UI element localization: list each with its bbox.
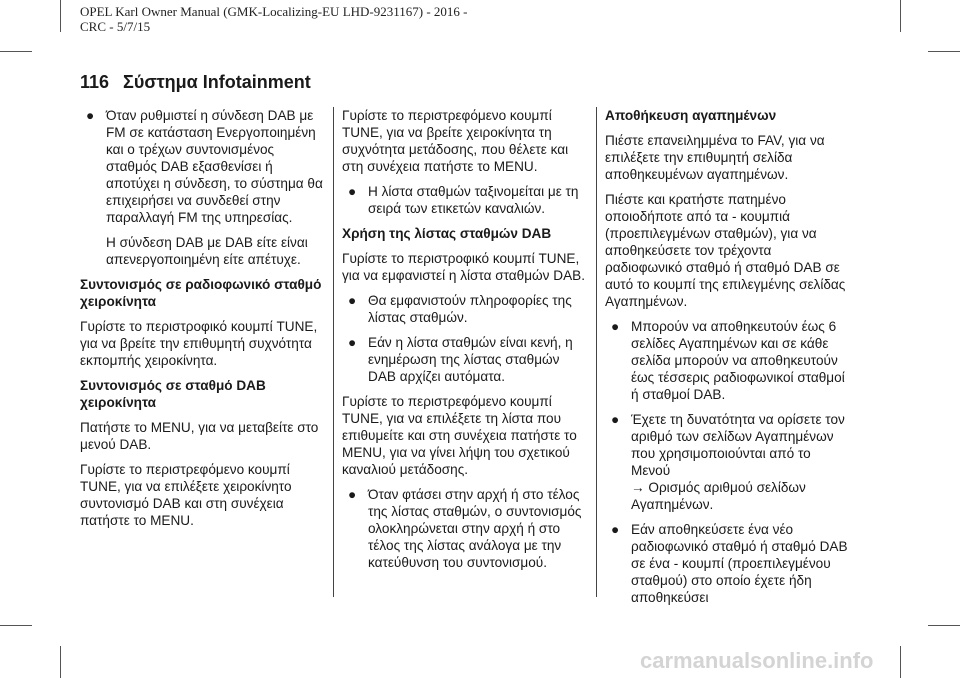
column-1 [80, 107, 326, 537]
bullet-icon: ● [611, 319, 620, 334]
page-title: Σύστημα Infotainment [123, 72, 311, 92]
bullet-text: Μπορούν να αποθηκευτούν έως 6 σελίδες Αγαπημένων και σε κάθε σελίδα μπορούν να αποθηκευτούν έως τέσσερις ραδιοφωνικοί σταθμοί ή σταθμοί DAB. [631, 319, 845, 402]
column-2 [342, 107, 588, 579]
bullet-text: Εάν η λίστα σταθμών είναι κενή, η ενημέρωση της λίστας σταθμών DAB αρχίζει αυτόματα. [368, 335, 573, 384]
paragraph: Γυρίστε το περιστρεφόμενο κουμπί TUNE, για να επιλέξετε χειροκίνητο συντονισμό DAB και στη συνέχεια πατήστε το MENU. [80, 462, 292, 528]
list-item [342, 183, 588, 217]
crop-mark [0, 625, 32, 626]
paragraph: Γυρίστε το περιστρεφόμενο κουμπί TUNE, για να βρείτε χειροκίνητα τη συχνότητα μετάδοσης, που θέλετε και στη συνέχεια πατήστε το MENU. [342, 108, 569, 174]
arrow-icon: → [631, 480, 645, 495]
list-item [80, 107, 326, 226]
cross-reference-link[interactable]: Ορισμός αριθμού σελίδων Αγαπημένων. [631, 480, 806, 512]
crop-mark [0, 51, 32, 52]
column-divider [596, 107, 597, 597]
paragraph: Γυρίστε το περιστροφικό κουμπί TUNE, για να εμφανιστεί η λίστα σταθμών DAB. [342, 251, 585, 283]
crop-mark [60, 0, 61, 32]
bullet-icon: ● [348, 335, 357, 350]
paragraph: Γυρίστε το περιστροφικό κουμπί TUNE, για να βρείτε την επιθυμητή συχνότητα εκπομπής χειροκίνητα. [80, 319, 318, 368]
crop-mark [60, 646, 61, 678]
page-number: 116 [80, 72, 110, 92]
bullet-text: Θα εμφανιστούν πληροφορίες της λίστας σταθμών. [368, 293, 572, 325]
bullet-icon: ● [348, 184, 357, 199]
bullet-icon: ● [86, 108, 95, 123]
document-header [80, 4, 468, 34]
bullet-text: Έχετε τη δυνατότητα να ορίσετε τον αριθμό των σελίδων Αγαπημένων που χρησιμοποιούνται από το Μενού [631, 412, 845, 478]
list-item [605, 411, 851, 513]
header-line-2: CRC - 5/7/15 [80, 19, 151, 34]
paragraph: Πιέστε επανειλημμένα το FAV, για να επιλέξετε την επιθυμητή σελίδα αποθηκευμένων αγαπημένων. [605, 133, 825, 182]
crop-mark [900, 646, 901, 678]
list-item [605, 521, 851, 606]
bullet-icon: ● [348, 293, 357, 308]
bullet-text: Εάν αποθηκεύσετε ένα νέο ραδιοφωνικό σταθμό ή σταθμό DAB σε ένα - κουμπί (προεπιλεγμένου σταθμού) στο οποίο έχετε ήδη αποθηκεύσει [631, 522, 848, 605]
crop-mark [900, 0, 901, 32]
bullet-icon: ● [348, 487, 357, 502]
paragraph: Γυρίστε το περιστρεφόμενο κουμπί TUNE, για να επιλέξετε τη λίστα που επιθυμείτε και στη συνέχεια πατήστε το MENU, για να γίνει λήψη του σχετικού καναλιού μετάδοσης. [342, 394, 577, 477]
paragraph: Πατήστε το MENU, για να μεταβείτε στο μενού DAB. [80, 420, 319, 452]
list-item [342, 486, 588, 571]
list-item [342, 334, 588, 385]
watermark: carmanualsonline.info [640, 648, 874, 673]
bullet-icon: ● [611, 412, 620, 427]
bullet-text: Η λίστα σταθμών ταξινομείται με τη σειρά των ετικετών καναλιών. [368, 184, 579, 216]
header-line-1: OPEL Karl Owner Manual (GMK-Localizing-EU LHD-9231167) - 2016 - [80, 4, 468, 19]
note-text: Η σύνδεση DAB με DAB είτε είναι απενεργοποιημένη είτε απέτυχε. [106, 235, 308, 267]
crop-mark [928, 51, 960, 52]
paragraph: Πιέστε και κρατήστε πατημένο οποιοδήποτε από τα - κουμπιά (προεπιλεγμένων σταθμών), για να αποθηκεύσετε τον τρέχοντα ραδιοφωνικό σταθμό ή σταθμό DAB σε αυτό το κουμπί της επιλεγμένης σελίδας Αγαπημένων. [605, 192, 846, 309]
section-heading: Συντονισμός σε ραδιοφωνικό σταθμό χειροκίνητα [80, 277, 322, 309]
crop-mark [928, 625, 960, 626]
list-item [342, 292, 588, 326]
page-heading [80, 72, 311, 93]
column-3 [605, 107, 851, 614]
section-heading: Συντονισμός σε σταθμό DAB χειροκίνητα [80, 378, 266, 410]
list-item [605, 318, 851, 403]
bullet-text: Όταν φτάσει στην αρχή ή στο τέλος της λίστας σταθμών, ο συντονισμός ολοκληρώνεται στην αρχή ή στο τέλος της λίστας ανάλογα με την κατεύθυνση του συντονισμού. [368, 487, 582, 570]
bullet-icon: ● [611, 522, 620, 537]
bullet-text: Όταν ρυθμιστεί η σύνδεση DAB με FM σε κατάσταση Ενεργοποιημένη και ο τρέχων συντονισμένος σταθμός DAB εξασθενίσει ή αποτύχει η σύνδεση, το σύστημα θα επιχειρήσει να συνδεθεί στην παραλλαγή FM της υπηρεσίας. [106, 108, 323, 225]
section-heading: Αποθήκευση αγαπημένων [605, 108, 777, 123]
column-divider [333, 107, 334, 597]
section-heading: Χρήση της λίστας σταθμών DAB [342, 226, 552, 241]
